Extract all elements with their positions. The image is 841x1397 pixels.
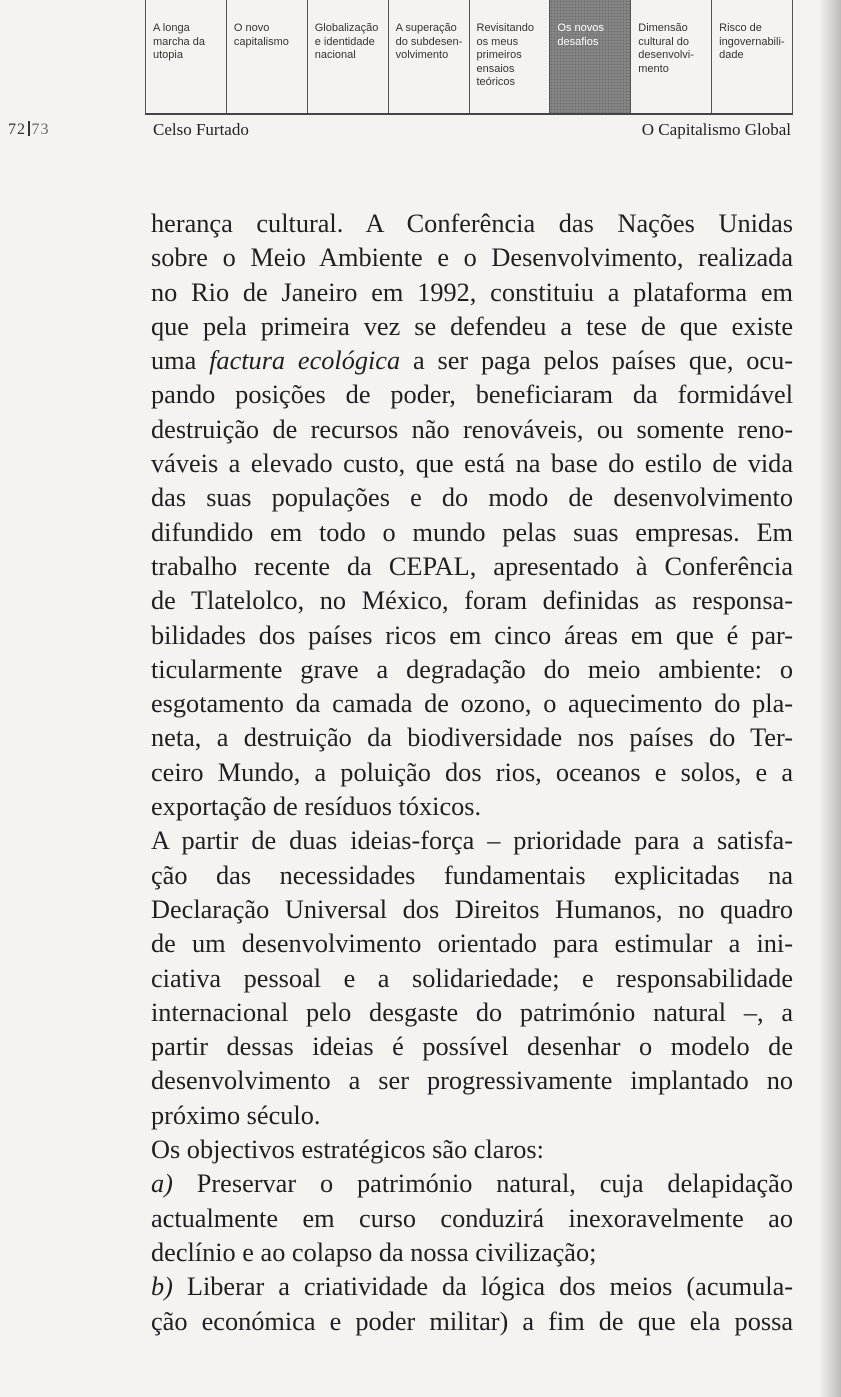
page-number-right: 73 [31, 121, 50, 138]
text-line: esgotamento da camada de ozono, o aquecimento do pla- [151, 689, 793, 719]
text-line: de um desenvolvimento orientado para estimular a ini- [151, 929, 793, 959]
running-header-book-title: O Capitalismo Global [641, 120, 791, 139]
text-line: váveis a elevado custo, que está na base do estilo de vida [151, 449, 793, 479]
text-line: partir dessas ideias é possível desenhar o modelo de [151, 1032, 793, 1062]
text-line: declínio e ao colapso da nossa civilização; [151, 1237, 597, 1267]
text-run: Preservar o património natural, cuja delapidação [172, 1169, 793, 1199]
text-line: herança cultural. A Conferência das Nações Unidas [151, 209, 793, 238]
text-line: desenvolvimento a ser progressivamente implantado no [151, 1066, 793, 1096]
text-line: A partir de duas ideias-força – prioridade para a satisfa- [151, 826, 793, 856]
text-line: destruição de recursos não renováveis, ou somente reno- [151, 414, 793, 444]
page-number-divider [28, 121, 30, 136]
text-line: das suas populações e do modo de desenvolvimento [151, 483, 793, 513]
page-edge-shadow [819, 0, 841, 1397]
chapter-tab: Risco de ingovernabili- dade [711, 0, 793, 113]
chapter-tab-active: Os novos desafios [549, 0, 630, 113]
body-text [151, 207, 793, 1339]
text-line: sobre o Meio Ambiente e o Desenvolvimento, realizada [151, 243, 793, 273]
text-line: internacional pelo desgaste do património natural –, a [151, 997, 793, 1027]
italic-text: a) [151, 1169, 173, 1199]
text-line [151, 1270, 793, 1304]
chapter-tab: A longa marcha da utopia [145, 0, 226, 113]
page-number [8, 121, 50, 139]
text-line: neta, a destruição da biodiversidade nos países do Ter- [151, 723, 793, 753]
text-line: que pela primeira vez se defendeu a tese de que existe [151, 311, 793, 341]
text-line: Declaração Universal dos Direitos Humanos, no quadro [151, 894, 793, 924]
text-line: trabalho recente da CEPAL, apresentado à Conferência [151, 551, 793, 581]
chapter-tab: O novo capitalismo [226, 0, 307, 113]
text-line: ticularmente grave a degradação do meio ambiente: o [151, 654, 793, 684]
text-line: de Tlatelolco, no México, foram definidas as responsa- [151, 586, 793, 616]
text-line: ceiro Mundo, a poluição dos rios, oceanos e solos, e a [151, 757, 793, 787]
chapter-tab: Dimensão cultural do desenvolvi- mento [630, 0, 711, 113]
text-line: actualmente em curso conduzirá inexoravelmente ao [151, 1203, 793, 1233]
text-line: exportação de resíduos tóxicos. [151, 792, 482, 822]
text-line: ção económica e poder militar) a fim de que ela possa [151, 1306, 793, 1336]
text-run: uma [151, 346, 210, 376]
text-line: bilidades dos países ricos em cinco áreas em que é par- [151, 620, 793, 650]
text-line: Os objectivos estratégicos são claros: [151, 1135, 544, 1165]
text-line: ciativa pessoal e a solidariedade; e responsabilidade [151, 963, 793, 993]
chapter-tabs [145, 0, 793, 115]
text-line: próximo século. [151, 1100, 321, 1130]
page-number-left: 72 [8, 121, 26, 138]
running-header-author: Celso Furtado [153, 120, 249, 139]
text-run: a ser paga pelos países que, ocu- [400, 346, 793, 376]
italic-text: b) [151, 1272, 173, 1302]
text-line [151, 344, 793, 378]
chapter-tab: A superação do subdesen- volvimento [388, 0, 469, 113]
text-line: no Rio de Janeiro em 1992, constituiu a plataforma em [151, 277, 793, 307]
text-run: Liberar a criatividade da lógica dos meios (acumula- [172, 1272, 793, 1302]
text-line: ção das necessidades fundamentais explicitadas na [151, 860, 793, 890]
chapter-tab: Revisitando os meus primeiros ensaios teóricos [469, 0, 550, 113]
text-line: pando posições de poder, beneficiaram da formidável [151, 380, 793, 410]
text-line: difundido em todo o mundo pelas suas empresas. Em [151, 517, 793, 547]
chapter-tab: Globalização e identidade nacional [307, 0, 388, 113]
italic-text: factura ecológica [209, 346, 401, 376]
text-line [151, 1167, 793, 1201]
